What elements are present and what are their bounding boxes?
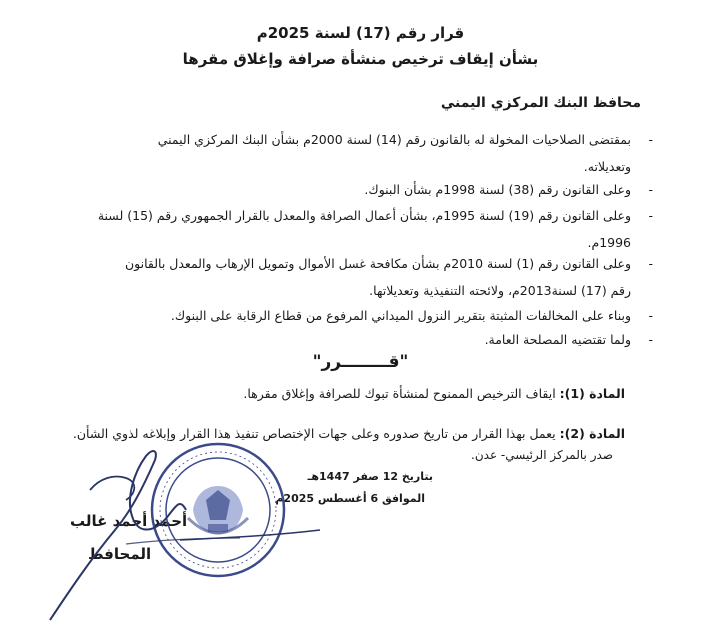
clause-5 [71,302,653,329]
bullet-dash: - [648,308,653,323]
clause-text: ولما تقتضيه المصلحة العامة. [484,332,631,347]
clause-3 [71,202,653,256]
bullet-dash: - [648,332,653,347]
bullet-dash: - [648,256,653,271]
decided-heading: "قــــــــرر" [312,352,409,372]
article-label: المادة (1): [559,386,625,401]
bullet-dash: - [648,132,653,147]
clause-text-cont: رقم (17) لسنة2013م، ولائحته التنفيذية وتعديلاتها. [369,283,631,298]
decision-subject: بشأن إيقاف ترخيص منشأة صرافة وإغلاق مقرها [182,50,539,68]
date-gregorian: الموافق 6 أغسطس 2025م [275,492,425,505]
clause-text: بمقتضى الصلاحيات المخولة له بالقانون رقم (14) لسنة 2000م بشأن البنك المركزي اليمني [157,132,631,147]
handwritten-signature-icon [30,420,350,630]
clause-2 [71,176,653,203]
clause-text-cont: وتعديلاته. [583,159,631,174]
date-hijri: بتاريخ 12 صفر 1447هـ [307,470,433,483]
article-text: يعمل بهذا القرار من تاريخ صدوره وعلى جهات الإختصاص تنفيذ هذا القرار وإبلاغه لذوي الشأن. [72,426,556,441]
article-label: المادة (2): [559,426,625,441]
issuer-title: محافظ البنك المركزي اليمني [440,95,641,111]
article-text: ايقاف الترخيص الممنوح لمنشأة تبوك للصرافة وإغلاق مقرها. [243,386,556,401]
clause-text: وعلى القانون رقم (38) لسنة 1998م بشأن البنوك. [364,182,631,197]
bullet-dash: - [648,182,653,197]
clause-6 [71,326,653,353]
article-1 [65,380,625,407]
clause-text: وعلى القانون رقم (19) لسنة 1995م، بشأن أعمال الصرافة والمعدل بالقرار الجمهوري رقم (15) لسنة [97,208,631,223]
decision-title: قرار رقم (17) لسنة 2025م [256,24,465,42]
signer-title: المحافظ [88,545,152,563]
issued-at: صدر بالمركز الرئيسي- عدن. [471,448,613,462]
clause-text: وبناء على المخالفات المثبتة بتقرير النزول الميداني المرفوع من قطاع الرقابة على البنوك. [170,308,631,323]
clause-text: وعلى القانون رقم (1) لسنة 2010م بشأن مكافحة غسل الأموال وتمويل الإرهاب والمعدل بالقانون [124,256,631,271]
clause-4 [71,250,653,304]
clause-text-cont: 1996م. [587,235,631,250]
signer-name: أحمد أحمد غالب [70,512,188,530]
bullet-dash: - [648,208,653,223]
clause-1 [71,126,653,180]
